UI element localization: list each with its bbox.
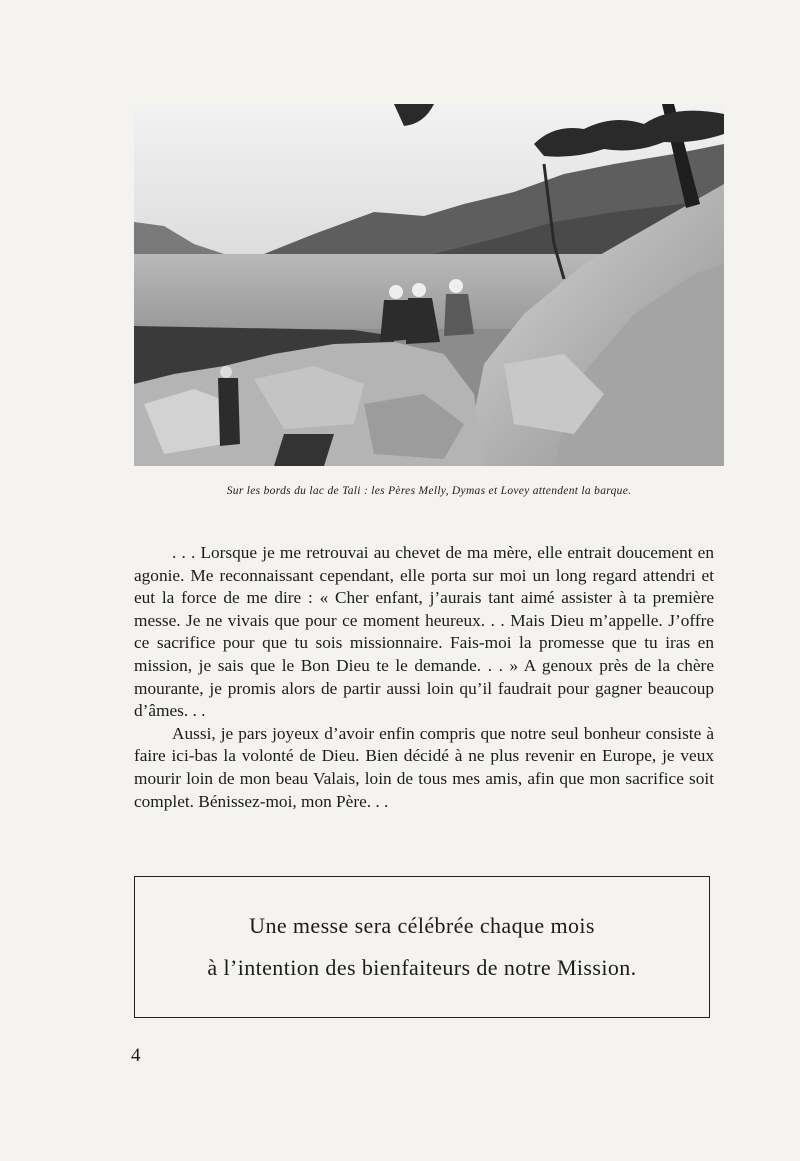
notice-line-1: Une messe sera célébrée chaque mois: [249, 913, 595, 938]
paragraph-1: . . . Lorsque je me retrouvai au chevet de ma mère, elle entrait doucement en agonie. Me reconnaissant cependant, elle porta sur moi un long regard attendri et eut la force de me dire : « Cher enfant, j’aurais tant aimé assister à ta première messe. Je ne vivais que pour ce moment heureux. . . Mais Dieu m’appelle. J’offre ce sacrifice pour que tu sois missionnaire. Fais-moi la promesse que tu iras en mission, je sais que le Bon Dieu te le demande. . . » A genoux près de la chère mourante, je promis alors de partir aussi loin qu’il faudrait pour gagner beaucoup d’âmes. . .: [134, 543, 714, 721]
mass-notice-box: [134, 876, 710, 1018]
photo-caption: Sur les bords du lac de Tali : les Pères Melly, Dymas et Lovey attendent la barque.: [226, 485, 632, 497]
paragraph-2: Aussi, je pars joyeux d’avoir enfin compris que notre seul bonheur consiste à faire ici-bas la volonté de Dieu. Bien décidé à ne plus revenir en Europe, je veux mourir loin de mon beau Valais, loin de tous mes amis, afin que mon sacrifice soit complet. Bénissez-moi, mon Père. . .: [134, 723, 714, 811]
lake-photo: [134, 104, 724, 466]
body-text: [134, 542, 714, 813]
page-number: 4: [131, 1045, 141, 1066]
notice-line-2: à l’intention des bienfaiteurs de notre Mission.: [207, 955, 637, 980]
